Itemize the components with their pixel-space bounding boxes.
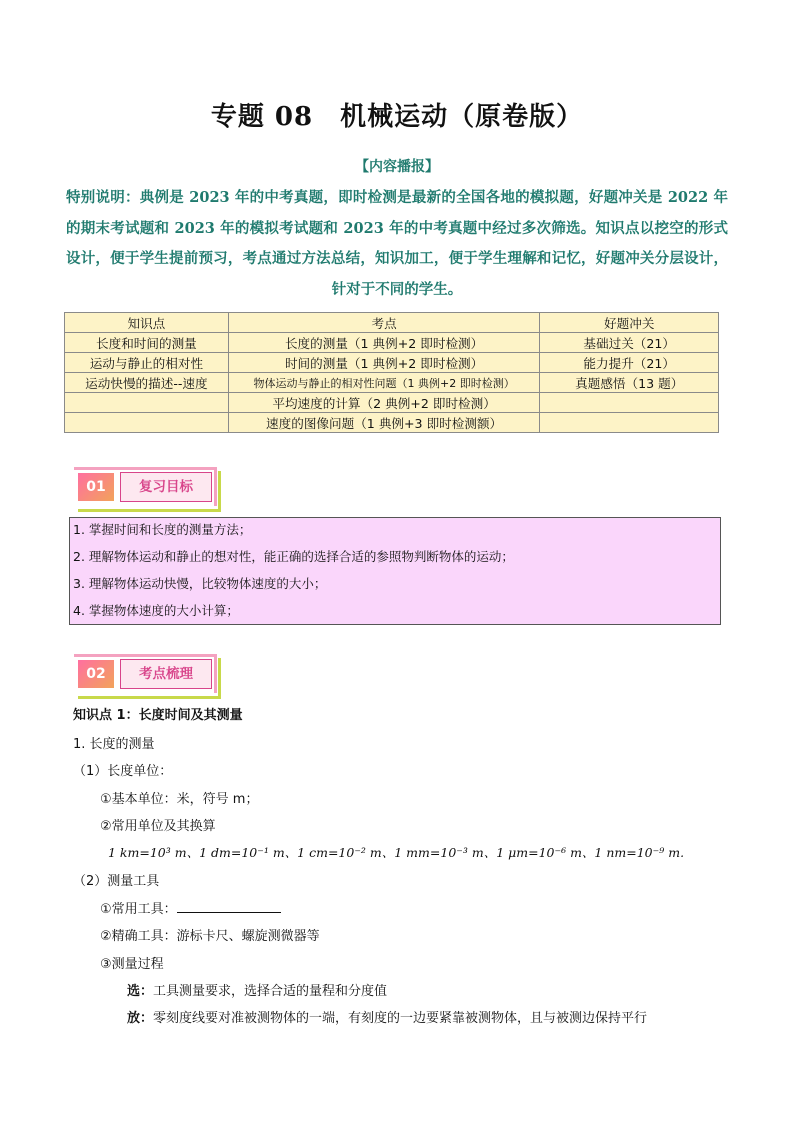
table-cell: 时间的测量（1 典例+2 即时检测） <box>228 353 540 373</box>
item-heading: 1. 长度的测量 <box>73 737 155 752</box>
table-row <box>65 393 719 413</box>
table-row <box>65 413 719 433</box>
page-title: 专题 08 机械运动（原卷版） <box>210 102 584 132</box>
knowledge-point-heading: 知识点 1：长度时间及其测量 <box>73 708 243 723</box>
select-text: 工具测量要求，选择合适的量程和分度值 <box>153 984 388 999</box>
table-cell: 物体运动与静止的相对性问题（1 典例+2 即时检测） <box>228 373 540 393</box>
section-label: 复习目标 <box>120 472 212 502</box>
table-header: 考点 <box>228 313 540 333</box>
section-number: 01 <box>78 473 114 501</box>
common-unit-text: ②常用单位及其换算 <box>100 819 216 834</box>
select-step <box>127 980 387 999</box>
table-header: 好题冲关 <box>540 313 719 333</box>
place-text: 零刻度线要对准被测物体的一端，有刻度的一边要紧靠被测物体，且与被测边保持平行 <box>153 1011 648 1026</box>
table-cell <box>540 393 719 413</box>
common-tool-text: ①常用工具： <box>100 902 177 917</box>
goal-item: 1. 掌握时间和长度的测量方法； <box>73 522 252 537</box>
table-cell: 运动快慢的描述--速度 <box>65 373 229 393</box>
table-row <box>65 333 719 353</box>
table-header-row <box>65 313 719 333</box>
knowledge-table <box>64 312 719 433</box>
goal-item: 3. 理解物体运动快慢，比较物体速度的大小； <box>73 576 327 591</box>
table-header: 知识点 <box>65 313 229 333</box>
subitem-heading: （1）长度单位： <box>73 764 173 779</box>
special-notice: 特别说明：典例是 2023 年的中考真题，即时检测是最新的全国各地的模拟题，好题冲关是 2022 年的期末考试题和 2023 年的模拟考试题和 2023 年的中考真题中经过多次筛选。知识点以挖空的形式设计，便于学生提前预习，考点通过方法总结，知识加工，便于学生理解和记忆，好题冲关分层设计，针对于不同的学生。 <box>66 189 728 298</box>
table-cell: 长度的测量（1 典例+2 即时检测） <box>228 333 540 353</box>
broadcast-title: 【内容播报】 <box>355 159 439 175</box>
section-number: 02 <box>78 660 114 688</box>
place-label: 放： <box>127 1011 154 1026</box>
goal-item: 2. 理解物体运动和静止的想对性，能正确的选择合适的参照物判断物体的运动； <box>73 549 514 564</box>
subitem-heading: （2）测量工具 <box>73 874 160 889</box>
unit-conversion-formula: 1 km=10³ m、1 dm=10⁻¹ m、1 cm=10⁻² m、1 mm=10⁻³ m、1 μm=10⁻⁶ m、1 nm=10⁻⁹ m. <box>108 845 685 860</box>
section-label: 考点梳理 <box>120 659 212 689</box>
table-row <box>65 373 719 393</box>
table-cell: 长度和时间的测量 <box>65 333 229 353</box>
common-tool-line <box>100 898 281 917</box>
table-cell: 运动与静止的相对性 <box>65 353 229 373</box>
review-goals-box <box>69 517 721 625</box>
table-cell: 能力提升（21） <box>540 353 719 373</box>
select-label: 选： <box>127 984 154 999</box>
table-cell <box>540 413 719 433</box>
table-cell: 基础过关（21） <box>540 333 719 353</box>
process-text: ③测量过程 <box>100 957 164 972</box>
precise-tool-text: ②精确工具：游标卡尺、螺旋测微器等 <box>100 929 320 944</box>
table-cell: 平均速度的计算（2 典例+2 即时检测） <box>228 393 540 413</box>
place-step <box>127 1007 647 1026</box>
table-row <box>65 353 719 373</box>
table-cell: 速度的图像问题（1 典例+3 即时检测额） <box>228 413 540 433</box>
basic-unit-text: ①基本单位：米，符号 m； <box>100 792 259 807</box>
table-cell: 真题感悟（13 题） <box>540 373 719 393</box>
table-cell <box>65 413 229 433</box>
section-badge-review-goals <box>74 467 224 507</box>
section-badge-key-points <box>74 654 224 694</box>
table-cell <box>65 393 229 413</box>
fill-in-blank <box>177 900 281 913</box>
goal-item: 4. 掌握物体速度的大小计算； <box>73 603 239 618</box>
